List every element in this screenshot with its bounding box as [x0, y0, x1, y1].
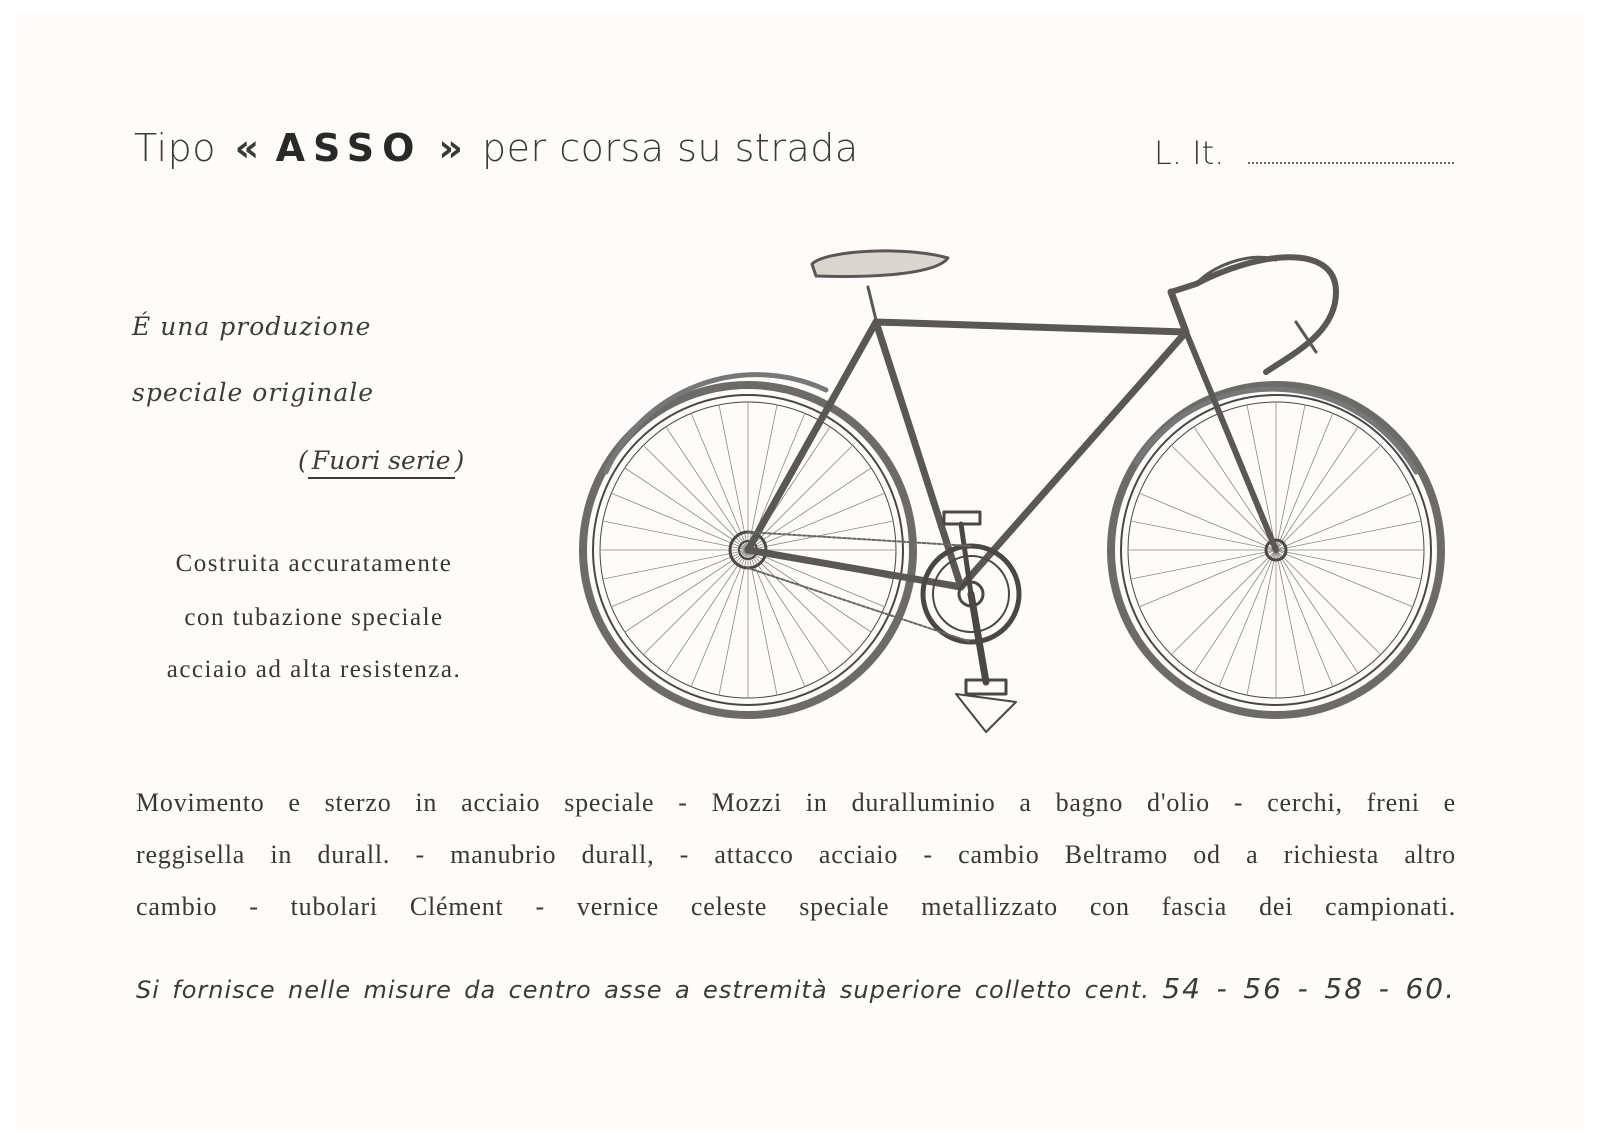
brand-open-quote: «	[234, 126, 260, 170]
sizes-line	[136, 972, 1456, 1005]
title-prefix: Tipo	[134, 126, 216, 170]
spec-line-2: reggisella in durall. - manubrio durall, - attacco acciaio - cambio Beltramo od a richiesta altro	[136, 840, 1456, 869]
catalog-page	[16, 14, 1584, 1134]
intro-line-1: É una produzione	[132, 312, 372, 341]
build-line-1: Costruita accuratamente	[175, 550, 453, 577]
paren-close: )	[454, 446, 465, 475]
chainring	[923, 512, 1019, 732]
brand-close-quote: »	[438, 126, 464, 170]
price-label: L. It.	[1154, 134, 1225, 172]
paren-open: (	[298, 446, 308, 475]
bicycle-illustration	[576, 232, 1456, 752]
build-line-3: acciaio ad alta resistenza.	[166, 656, 462, 683]
fuori-serie-note	[298, 446, 464, 479]
title-suffix: per corsa su strada	[482, 126, 859, 170]
sizes-numbers: 54 - 56 - 58 - 60.	[1162, 972, 1456, 1005]
sizes-text: Si fornisce nelle misure da centro asse a estremità superiore colletto cent.	[136, 976, 1150, 1004]
brand-name: ASSO	[275, 126, 423, 170]
build-line-2: con tubazione speciale	[184, 604, 444, 631]
intro-line-2: speciale originale	[132, 378, 375, 407]
spec-line-3: cambio - tubolari Clément - vernice celeste speciale metallizzato con fascia dei campionati.	[136, 892, 1456, 921]
price-blank-line	[1248, 162, 1454, 164]
fuori-serie-label: Fuori serie	[308, 446, 455, 479]
frame	[748, 292, 1276, 587]
page-title	[134, 126, 859, 170]
spec-line-1: Movimento e sterzo in acciaio speciale - Mozzi in duralluminio a bagno d'olio - cerchi, freni e	[136, 788, 1456, 817]
